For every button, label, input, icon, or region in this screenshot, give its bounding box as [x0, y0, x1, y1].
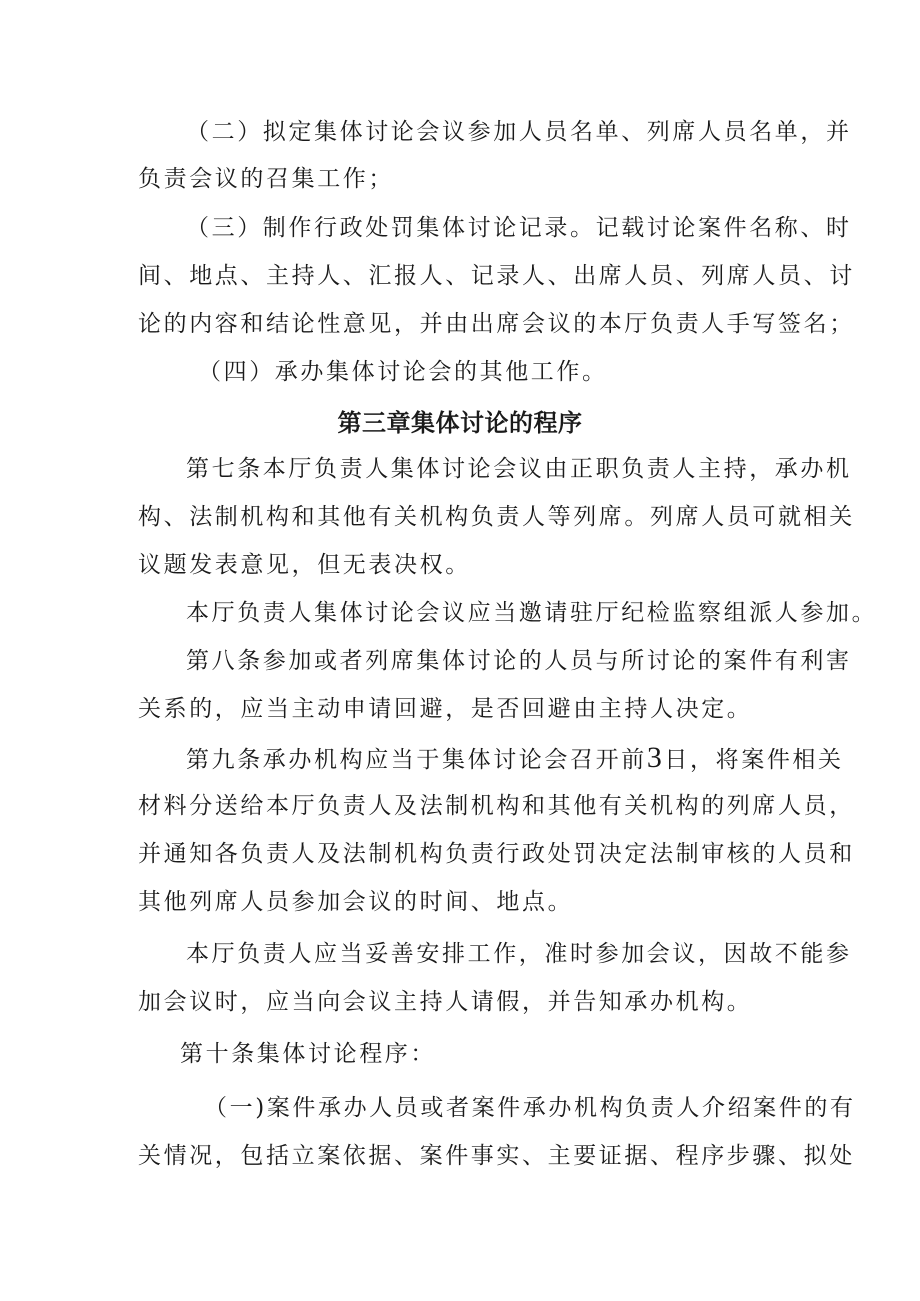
article-9-days: 3	[646, 741, 665, 774]
item-4-line-1: （四）承办集体讨论会的其他工作。	[198, 359, 608, 385]
article-8-line-1: 第八条参加或者列席集体讨论的人员与所讨论的案件有利害	[186, 648, 852, 674]
article-7-line-3: 议题发表意见，但无表决权。	[138, 552, 471, 578]
article-7-line-2: 构、法制机构和其他有关机构负责人等列席。列席人员可就相关	[138, 504, 855, 530]
article-10-title: 第十条集体讨论程序：	[180, 1041, 436, 1067]
article-9-text-b: 日，将案件相关	[664, 747, 844, 773]
item-3-line-2: 间、地点、主持人、汇报人、记录人、出席人员、列席人员、讨	[138, 263, 855, 289]
item-2-line-1: （二）拟定集体讨论会议参加人员名单、列席人员名单，并	[186, 119, 852, 145]
item-3-line-1: （三）制作行政处罚集体讨论记录。记载讨论案件名称、时	[186, 215, 852, 241]
article-10-item-1-line-2: 关情况，包括立案依据、案件事实、主要证据、程序步骤、拟处	[138, 1143, 855, 1169]
item-2-line-2: 负责会议的召集工作；	[138, 166, 394, 192]
article-10-item-1-line-1: （一)案件承办人员或者案件承办机构负责人介绍案件的有	[204, 1095, 856, 1121]
item-3-line-3: 论的内容和结论性意见，并由出席会议的本厅负责人手写签名；	[138, 311, 855, 337]
article-9-para-2-line-1: 本厅负责人应当妥善安排工作，准时参加会议，因故不能参	[186, 941, 852, 967]
article-7-line-1: 第七条本厅负责人集体讨论会议由正职负责人主持，承办机	[186, 456, 852, 482]
article-7-para-2: 本厅负责人集体讨论会议应当邀请驻厅纪检监察组派人参加。	[186, 600, 878, 626]
chapter-heading: 第三章集体讨论的程序	[337, 409, 583, 437]
article-9-line-1	[186, 743, 844, 775]
article-9-text-a: 第九条承办机构应当于集体讨论会召开前	[186, 747, 647, 773]
article-9-line-4: 其他列席人员参加会议的时间、地点。	[138, 889, 574, 915]
article-8-line-2: 关系的，应当主动申请回避，是否回避由主持人决定。	[138, 696, 753, 722]
article-9-line-3: 并通知各负责人及法制机构负责行政处罚决定法制审核的人员和	[138, 841, 855, 867]
article-9-para-2-line-2: 加会议时，应当向会议主持人请假，并告知承办机构。	[138, 989, 753, 1015]
article-9-line-2: 材料分送给本厅负责人及法制机构和其他有关机构的列席人员，	[138, 793, 855, 819]
